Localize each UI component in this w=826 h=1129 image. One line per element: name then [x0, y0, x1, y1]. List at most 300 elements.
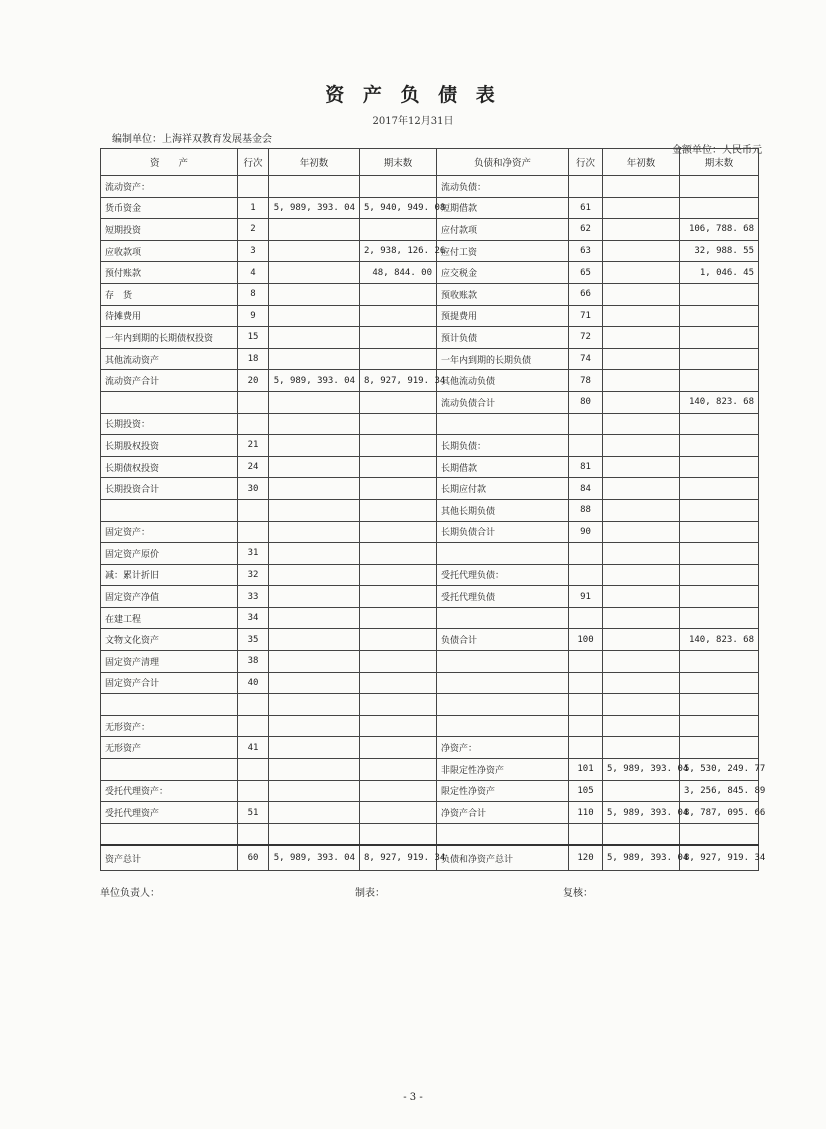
- table-row: [101, 845, 759, 871]
- table-row: [101, 413, 759, 435]
- asset-end-value: [360, 478, 437, 500]
- header-begin-2: 年初数: [603, 149, 680, 176]
- liability-line-no: 80: [569, 391, 603, 413]
- asset-end-value: [360, 305, 437, 327]
- asset-begin-value: [269, 348, 360, 370]
- liability-end-value: 140, 823. 68: [680, 629, 759, 651]
- liability-end-value: [680, 370, 759, 392]
- liability-begin-value: [603, 391, 680, 413]
- asset-begin-value: [269, 391, 360, 413]
- table-row: [101, 327, 759, 349]
- table-row: [101, 737, 759, 759]
- header-line-no-2: 行次: [569, 149, 603, 176]
- asset-line-no: 38: [238, 651, 269, 673]
- liability-end-value: [680, 823, 759, 845]
- asset-end-value: 8, 927, 919. 34: [360, 845, 437, 871]
- liability-line-no: 90: [569, 521, 603, 543]
- asset-line-no: [238, 391, 269, 413]
- liability-begin-value: [603, 586, 680, 608]
- liability-end-value: [680, 672, 759, 694]
- liability-begin-value: [603, 413, 680, 435]
- asset-begin-value: [269, 240, 360, 262]
- liability-begin-value: [603, 521, 680, 543]
- asset-label: 固定资产净值: [101, 586, 238, 608]
- asset-end-value: [360, 823, 437, 845]
- asset-line-no: 3: [238, 240, 269, 262]
- liability-label: 预计负债: [437, 327, 569, 349]
- asset-line-no: 30: [238, 478, 269, 500]
- table-row: [101, 197, 759, 219]
- liability-end-value: [680, 413, 759, 435]
- liability-label: 负债合计: [437, 629, 569, 651]
- asset-line-no: 15: [238, 327, 269, 349]
- asset-begin-value: [269, 607, 360, 629]
- asset-line-no: [238, 715, 269, 737]
- table-row: [101, 305, 759, 327]
- liability-end-value: [680, 197, 759, 219]
- asset-begin-value: [269, 672, 360, 694]
- asset-end-value: [360, 564, 437, 586]
- liability-label: [437, 823, 569, 845]
- liability-begin-value: [603, 651, 680, 673]
- asset-end-value: [360, 586, 437, 608]
- liability-begin-value: 5, 989, 393. 04: [603, 845, 680, 871]
- asset-line-no: [238, 499, 269, 521]
- table-row: [101, 629, 759, 651]
- asset-label: [101, 823, 238, 845]
- asset-label: [101, 499, 238, 521]
- asset-label: 受托代理资产: [101, 802, 238, 824]
- table-row: [101, 694, 759, 716]
- asset-line-no: 35: [238, 629, 269, 651]
- table-row: [101, 262, 759, 284]
- table-row: [101, 543, 759, 565]
- asset-label: 无形资产: [101, 737, 238, 759]
- liability-label: 长期应付款: [437, 478, 569, 500]
- liability-begin-value: [603, 737, 680, 759]
- asset-end-value: [360, 715, 437, 737]
- asset-label: [101, 759, 238, 781]
- liability-begin-value: 5, 989, 393. 04: [603, 759, 680, 781]
- asset-line-no: 33: [238, 586, 269, 608]
- liability-line-no: 88: [569, 499, 603, 521]
- liability-end-value: [680, 543, 759, 565]
- liability-end-value: 8, 927, 919. 34: [680, 845, 759, 871]
- liability-label: 受托代理负债：: [437, 564, 569, 586]
- asset-label: 其他流动资产: [101, 348, 238, 370]
- liability-end-value: [680, 715, 759, 737]
- table-row: [101, 521, 759, 543]
- liability-line-no: 100: [569, 629, 603, 651]
- liability-begin-value: [603, 219, 680, 241]
- liability-label: 一年内到期的长期负债: [437, 348, 569, 370]
- liability-line-no: [569, 564, 603, 586]
- asset-begin-value: [269, 780, 360, 802]
- asset-line-no: 31: [238, 543, 269, 565]
- asset-line-no: [238, 823, 269, 845]
- liability-begin-value: [603, 715, 680, 737]
- asset-label: 减：累计折旧: [101, 564, 238, 586]
- asset-begin-value: [269, 737, 360, 759]
- asset-line-no: 20: [238, 370, 269, 392]
- liability-line-no: [569, 435, 603, 457]
- liability-end-value: 32, 988. 55: [680, 240, 759, 262]
- table-row: [101, 586, 759, 608]
- liability-end-value: 5, 530, 249. 77: [680, 759, 759, 781]
- asset-label: 流动资产：: [101, 176, 238, 198]
- asset-line-no: [238, 521, 269, 543]
- liability-line-no: 62: [569, 219, 603, 241]
- liability-label: [437, 672, 569, 694]
- table-row: [101, 715, 759, 737]
- liability-line-no: 74: [569, 348, 603, 370]
- liability-begin-value: 5, 989, 393. 04: [603, 802, 680, 824]
- liability-label: [437, 607, 569, 629]
- liability-line-no: [569, 543, 603, 565]
- table-row: [101, 823, 759, 845]
- asset-label: 无形资产：: [101, 715, 238, 737]
- asset-begin-value: [269, 327, 360, 349]
- asset-begin-value: [269, 478, 360, 500]
- liability-begin-value: [603, 327, 680, 349]
- liability-line-no: 71: [569, 305, 603, 327]
- liability-begin-value: [603, 672, 680, 694]
- liability-begin-value: [603, 370, 680, 392]
- currency-unit: 金额单位：人民币元: [672, 145, 762, 156]
- liability-label: [437, 543, 569, 565]
- liability-begin-value: [603, 629, 680, 651]
- asset-begin-value: [269, 176, 360, 198]
- liability-label: 负债和净资产总计: [437, 845, 569, 871]
- asset-end-value: [360, 672, 437, 694]
- liability-end-value: [680, 607, 759, 629]
- liability-label: 长期借款: [437, 456, 569, 478]
- asset-line-no: 8: [238, 283, 269, 305]
- asset-end-value: [360, 607, 437, 629]
- signature-reviewed: 复核：: [563, 888, 593, 899]
- organization-name: 编制单位：上海祥双教育发展基金会: [112, 134, 272, 145]
- liability-label: 限定性净资产: [437, 780, 569, 802]
- asset-begin-value: [269, 521, 360, 543]
- liability-line-no: 101: [569, 759, 603, 781]
- asset-line-no: 32: [238, 564, 269, 586]
- asset-begin-value: [269, 499, 360, 521]
- asset-begin-value: [269, 543, 360, 565]
- header-asset: 资 产: [101, 149, 238, 176]
- asset-end-value: [360, 413, 437, 435]
- liability-end-value: [680, 456, 759, 478]
- asset-end-value: [360, 283, 437, 305]
- asset-label: 固定资产清理: [101, 651, 238, 673]
- liability-line-no: 110: [569, 802, 603, 824]
- asset-line-no: 40: [238, 672, 269, 694]
- asset-end-value: [360, 694, 437, 716]
- asset-end-value: [360, 219, 437, 241]
- asset-begin-value: 5, 989, 393. 04: [269, 197, 360, 219]
- liability-line-no: [569, 672, 603, 694]
- liability-line-no: [569, 607, 603, 629]
- asset-begin-value: 5, 989, 393. 04: [269, 370, 360, 392]
- asset-end-value: [360, 176, 437, 198]
- balance-sheet-table: [100, 148, 766, 871]
- asset-label: 存 货: [101, 283, 238, 305]
- liability-line-no: 65: [569, 262, 603, 284]
- liability-begin-value: [603, 176, 680, 198]
- asset-label: 文物文化资产: [101, 629, 238, 651]
- asset-label: 长期投资合计: [101, 478, 238, 500]
- liability-line-no: 78: [569, 370, 603, 392]
- asset-end-value: [360, 327, 437, 349]
- liability-label: 净资产：: [437, 737, 569, 759]
- asset-label: 固定资产：: [101, 521, 238, 543]
- asset-label: 应收款项: [101, 240, 238, 262]
- asset-begin-value: [269, 456, 360, 478]
- asset-line-no: 24: [238, 456, 269, 478]
- asset-end-value: [360, 521, 437, 543]
- liability-line-no: [569, 694, 603, 716]
- liability-end-value: [680, 305, 759, 327]
- table-row: [101, 370, 759, 392]
- liability-line-no: [569, 737, 603, 759]
- asset-begin-value: [269, 283, 360, 305]
- liability-label: 短期借款: [437, 197, 569, 219]
- asset-line-no: 34: [238, 607, 269, 629]
- liability-begin-value: [603, 823, 680, 845]
- asset-line-no: [238, 759, 269, 781]
- signature-responsible: 单位负责人：: [100, 888, 160, 899]
- liability-label: [437, 413, 569, 435]
- table-row: [101, 672, 759, 694]
- asset-line-no: [238, 780, 269, 802]
- asset-label: 长期债权投资: [101, 456, 238, 478]
- liability-end-value: [680, 737, 759, 759]
- liability-begin-value: [603, 564, 680, 586]
- table-row: [101, 478, 759, 500]
- asset-end-value: [360, 543, 437, 565]
- signature-prepared: 制表：: [355, 888, 385, 899]
- asset-begin-value: [269, 823, 360, 845]
- asset-label: 在建工程: [101, 607, 238, 629]
- liability-line-no: 81: [569, 456, 603, 478]
- asset-end-value: [360, 391, 437, 413]
- asset-end-value: [360, 348, 437, 370]
- table-row: [101, 348, 759, 370]
- asset-begin-value: 5, 989, 393. 04: [269, 845, 360, 871]
- table-row: [101, 651, 759, 673]
- liability-begin-value: [603, 499, 680, 521]
- liability-end-value: [680, 327, 759, 349]
- liability-label: [437, 694, 569, 716]
- liability-end-value: [680, 435, 759, 457]
- table-row: [101, 564, 759, 586]
- liability-label: 长期负债：: [437, 435, 569, 457]
- table-row: [101, 499, 759, 521]
- liability-label: 净资产合计: [437, 802, 569, 824]
- table-row: [101, 391, 759, 413]
- table-row: [101, 283, 759, 305]
- liability-begin-value: [603, 348, 680, 370]
- liability-line-no: [569, 176, 603, 198]
- asset-label: 预付账款: [101, 262, 238, 284]
- asset-line-no: [238, 413, 269, 435]
- asset-label: 固定资产原价: [101, 543, 238, 565]
- liability-line-no: [569, 823, 603, 845]
- liability-line-no: 61: [569, 197, 603, 219]
- asset-line-no: [238, 176, 269, 198]
- liability-end-value: [680, 176, 759, 198]
- asset-end-value: [360, 737, 437, 759]
- asset-end-value: [360, 456, 437, 478]
- liability-end-value: [680, 694, 759, 716]
- liability-end-value: 140, 823. 68: [680, 391, 759, 413]
- asset-line-no: 2: [238, 219, 269, 241]
- liability-line-no: 63: [569, 240, 603, 262]
- liability-begin-value: [603, 305, 680, 327]
- liability-begin-value: [603, 240, 680, 262]
- asset-end-value: 48, 844. 00: [360, 262, 437, 284]
- asset-begin-value: [269, 219, 360, 241]
- asset-end-value: [360, 629, 437, 651]
- asset-label: 固定资产合计: [101, 672, 238, 694]
- asset-begin-value: [269, 802, 360, 824]
- asset-end-value: [360, 780, 437, 802]
- asset-line-no: 60: [238, 845, 269, 871]
- liability-end-value: [680, 521, 759, 543]
- liability-label: 其他长期负债: [437, 499, 569, 521]
- table-row: [101, 802, 759, 824]
- liability-label: 应付款项: [437, 219, 569, 241]
- table-row: [101, 456, 759, 478]
- liability-line-no: 66: [569, 283, 603, 305]
- liability-line-no: 72: [569, 327, 603, 349]
- asset-line-no: 41: [238, 737, 269, 759]
- liability-end-value: [680, 499, 759, 521]
- liability-label: 其他流动负债: [437, 370, 569, 392]
- asset-line-no: 4: [238, 262, 269, 284]
- liability-begin-value: [603, 283, 680, 305]
- asset-line-no: [238, 694, 269, 716]
- liability-line-no: 105: [569, 780, 603, 802]
- table-row: [101, 176, 759, 198]
- asset-line-no: 18: [238, 348, 269, 370]
- asset-end-value: [360, 435, 437, 457]
- header-end-2: 期末数: [680, 149, 759, 176]
- table-row: [101, 607, 759, 629]
- report-date: 2017年12月31日: [372, 116, 454, 127]
- liability-label: 应付工资: [437, 240, 569, 262]
- asset-end-value: [360, 759, 437, 781]
- liability-end-value: [680, 651, 759, 673]
- asset-begin-value: [269, 564, 360, 586]
- liability-label: [437, 651, 569, 673]
- liability-label: 应交税金: [437, 262, 569, 284]
- liability-begin-value: [603, 197, 680, 219]
- asset-end-value: [360, 802, 437, 824]
- table-row: [101, 780, 759, 802]
- document-title: 资 产 负 债 表: [325, 84, 501, 106]
- liability-label: 流动负债：: [437, 176, 569, 198]
- liability-begin-value: [603, 435, 680, 457]
- liability-end-value: [680, 586, 759, 608]
- asset-label: [101, 694, 238, 716]
- asset-line-no: 51: [238, 802, 269, 824]
- header-liabilities: 负债和净资产: [437, 149, 569, 176]
- asset-begin-value: [269, 586, 360, 608]
- asset-begin-value: [269, 759, 360, 781]
- liability-label: 受托代理负债: [437, 586, 569, 608]
- asset-label: 资产总计: [101, 845, 238, 871]
- asset-begin-value: [269, 694, 360, 716]
- liability-begin-value: [603, 456, 680, 478]
- header-end: 期末数: [360, 149, 437, 176]
- liability-label: [437, 715, 569, 737]
- liability-end-value: [680, 564, 759, 586]
- header-line-no: 行次: [238, 149, 269, 176]
- liability-line-no: [569, 413, 603, 435]
- table-row: [101, 219, 759, 241]
- asset-label: 长期股权投资: [101, 435, 238, 457]
- liability-line-no: [569, 715, 603, 737]
- table-row: [101, 435, 759, 457]
- liability-label: 预收账款: [437, 283, 569, 305]
- liability-end-value: [680, 283, 759, 305]
- liability-begin-value: [603, 543, 680, 565]
- liability-begin-value: [603, 478, 680, 500]
- asset-label: 一年内到期的长期债权投资: [101, 327, 238, 349]
- asset-label: 受托代理资产：: [101, 780, 238, 802]
- asset-label: 待摊费用: [101, 305, 238, 327]
- asset-label: 流动资产合计: [101, 370, 238, 392]
- liability-line-no: 84: [569, 478, 603, 500]
- liability-end-value: [680, 478, 759, 500]
- asset-begin-value: [269, 305, 360, 327]
- liability-line-no: [569, 651, 603, 673]
- table-row: [101, 240, 759, 262]
- asset-line-no: 1: [238, 197, 269, 219]
- liability-end-value: [680, 348, 759, 370]
- liability-label: 流动负债合计: [437, 391, 569, 413]
- asset-label: [101, 391, 238, 413]
- asset-end-value: 5, 940, 949. 08: [360, 197, 437, 219]
- liability-end-value: 8, 787, 095. 66: [680, 802, 759, 824]
- liability-begin-value: [603, 607, 680, 629]
- table-header-row: [101, 149, 759, 176]
- asset-begin-value: [269, 262, 360, 284]
- asset-begin-value: [269, 651, 360, 673]
- liability-begin-value: [603, 262, 680, 284]
- table-row: [101, 759, 759, 781]
- asset-begin-value: [269, 435, 360, 457]
- liability-label: 预提费用: [437, 305, 569, 327]
- asset-end-value: [360, 651, 437, 673]
- liability-line-no: 120: [569, 845, 603, 871]
- liability-end-value: 106, 788. 68: [680, 219, 759, 241]
- asset-label: 短期投资: [101, 219, 238, 241]
- asset-end-value: [360, 499, 437, 521]
- asset-label: 货币资金: [101, 197, 238, 219]
- liability-label: 长期负债合计: [437, 521, 569, 543]
- liability-begin-value: [603, 780, 680, 802]
- liability-end-value: 1, 046. 45: [680, 262, 759, 284]
- asset-begin-value: [269, 715, 360, 737]
- asset-end-value: 2, 938, 126. 26: [360, 240, 437, 262]
- asset-line-no: 9: [238, 305, 269, 327]
- header-begin: 年初数: [269, 149, 360, 176]
- asset-begin-value: [269, 629, 360, 651]
- liability-end-value: 3, 256, 845. 89: [680, 780, 759, 802]
- liability-label: 非限定性净资产: [437, 759, 569, 781]
- asset-line-no: 21: [238, 435, 269, 457]
